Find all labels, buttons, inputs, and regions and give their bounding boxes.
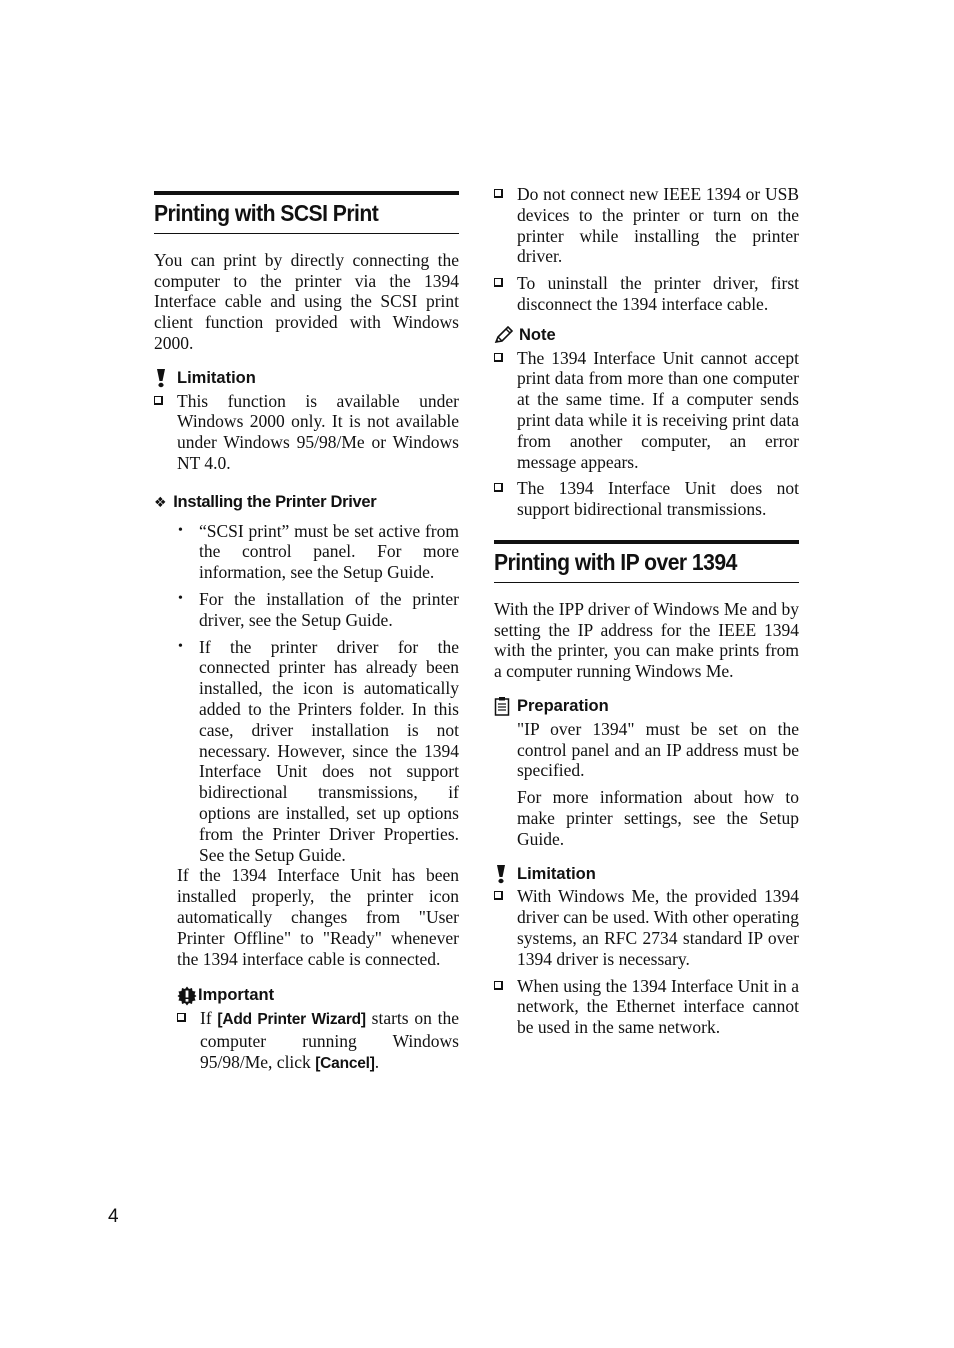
limitation-item [494, 976, 799, 1038]
important-label-text: Important [198, 986, 275, 1005]
installing-heading [154, 492, 459, 513]
installing-after-text: If the 1394 Interface Unit has been installed properly, the printer icon automatically changes from "User Printer Offline" to "Ready" whenever the 1394 interface cable is connected. [177, 865, 459, 969]
installing-heading-text: Installing the Printer Driver [173, 492, 377, 511]
section-heading-ip-text: Printing with IP over 1394 [494, 548, 737, 575]
pencil-icon [494, 325, 516, 345]
note-label-text: Note [519, 325, 556, 344]
checkbox-icon [494, 278, 503, 287]
limitation-label [494, 864, 799, 885]
preparation-label-text: Preparation [517, 696, 609, 715]
scsi-intro: You can print by directly connecting the computer to the printer via the 1394 Interface cable and using the SCSI print client function provided with Windows 2000. [154, 249, 459, 353]
limitation-label [154, 368, 459, 389]
exclamation-icon [154, 368, 174, 388]
note-item-text: The 1394 Interface Unit cannot accept print data from more than one computer at the same time. If a computer sends print data while it is receiving print data from another computer, an error message appears. [517, 347, 799, 472]
list-item-text: “SCSI print” must be set active from the control panel. For more information, see the Setup Guide. [199, 520, 459, 583]
caution-item-text: To uninstall the printer driver, first disconnect the 1394 interface cable. [517, 273, 799, 314]
exclamation-icon [494, 864, 514, 884]
important-prefix: If [200, 1008, 212, 1029]
list-item [154, 521, 459, 583]
ip-intro: With the IPP driver of Windows Me and by setting the IP address for the IEEE 1394 with the printer, you can make prints from a computer running Windows Me. [494, 598, 799, 682]
checkbox-icon [494, 483, 503, 492]
checkbox-icon [154, 396, 163, 405]
limitation-item-text: This function is available under Windows 2000 only. It is not available under Windows 95/98/Me or Windows NT 4.0. [177, 390, 459, 473]
section-heading-scsi-text: Printing with SCSI Print [154, 200, 379, 226]
list-item [154, 637, 459, 866]
limitation-label-text: Limitation [517, 864, 596, 883]
limitation-item [154, 391, 459, 474]
checkbox-icon [177, 1013, 186, 1022]
page-number: 4 [108, 1206, 119, 1227]
important-label [154, 985, 459, 1006]
clipboard-icon [494, 696, 514, 716]
limitation-label-text: Limitation [177, 368, 256, 387]
preparation-label [494, 696, 799, 717]
checkbox-icon [494, 353, 503, 362]
caution-item-text: Do not connect new IEEE 1394 or USB devices to the printer or turn on the printer while installing the printer driver. [517, 184, 799, 267]
right-column [494, 184, 799, 1044]
important-item [177, 1008, 459, 1074]
important-suffix: . [374, 1051, 380, 1072]
section-heading-scsi [154, 191, 459, 234]
caution-item [494, 273, 799, 315]
preparation-text: For more information about how to make printer settings, see the Setup Guide. [517, 787, 799, 849]
checkbox-icon [494, 891, 503, 900]
checkbox-icon [494, 981, 503, 990]
left-column [154, 191, 459, 1080]
bullet-icon: • [178, 522, 183, 538]
note-item [494, 348, 799, 473]
list-item-text: For the installation of the printer driver, see the Setup Guide. [199, 588, 459, 630]
limitation-item-text: With Windows Me, the provided 1394 driver can be used. With other operating systems, an RFC 2734 standard IP over 1394 driver is necessary. [517, 886, 799, 969]
diamond-bullet-icon: ❖ [154, 493, 167, 510]
caution-item [494, 184, 799, 267]
important-item-text [200, 1008, 459, 1074]
bullet-icon: • [178, 590, 183, 606]
checkbox-icon [494, 189, 503, 198]
note-item [494, 478, 799, 520]
important-middle: starts on the computer running Windows 95/98/Me, click [200, 1008, 459, 1072]
important-icon [177, 986, 197, 1006]
list-item-text: If the printer driver for the connected printer has already been installed, the icon is automatically added to the Printers folder. In this case, driver installation is not necessary. However, since the 1394 Interface Unit does not support bidirectional transmissions, if options are installed, set up options from the Printer Driver Properties. See the Setup Guide. [199, 636, 459, 865]
limitation-item-text: When using the 1394 Interface Unit in a network, the Ethernet interface cannot be used in the same network. [517, 975, 799, 1038]
list-item [154, 589, 459, 631]
note-item-text: The 1394 Interface Unit does not support bidirectional transmissions. [517, 478, 799, 520]
section-heading-ip [494, 540, 799, 583]
add-printer-wizard-label: [Add Printer Wizard] [217, 1011, 366, 1029]
preparation-text: "IP over 1394" must be set on the control panel and an IP address must be specified. [517, 718, 799, 781]
limitation-item [494, 886, 799, 969]
note-label [494, 325, 799, 346]
bullet-icon: • [178, 638, 183, 654]
cancel-label: [Cancel] [315, 1054, 375, 1072]
